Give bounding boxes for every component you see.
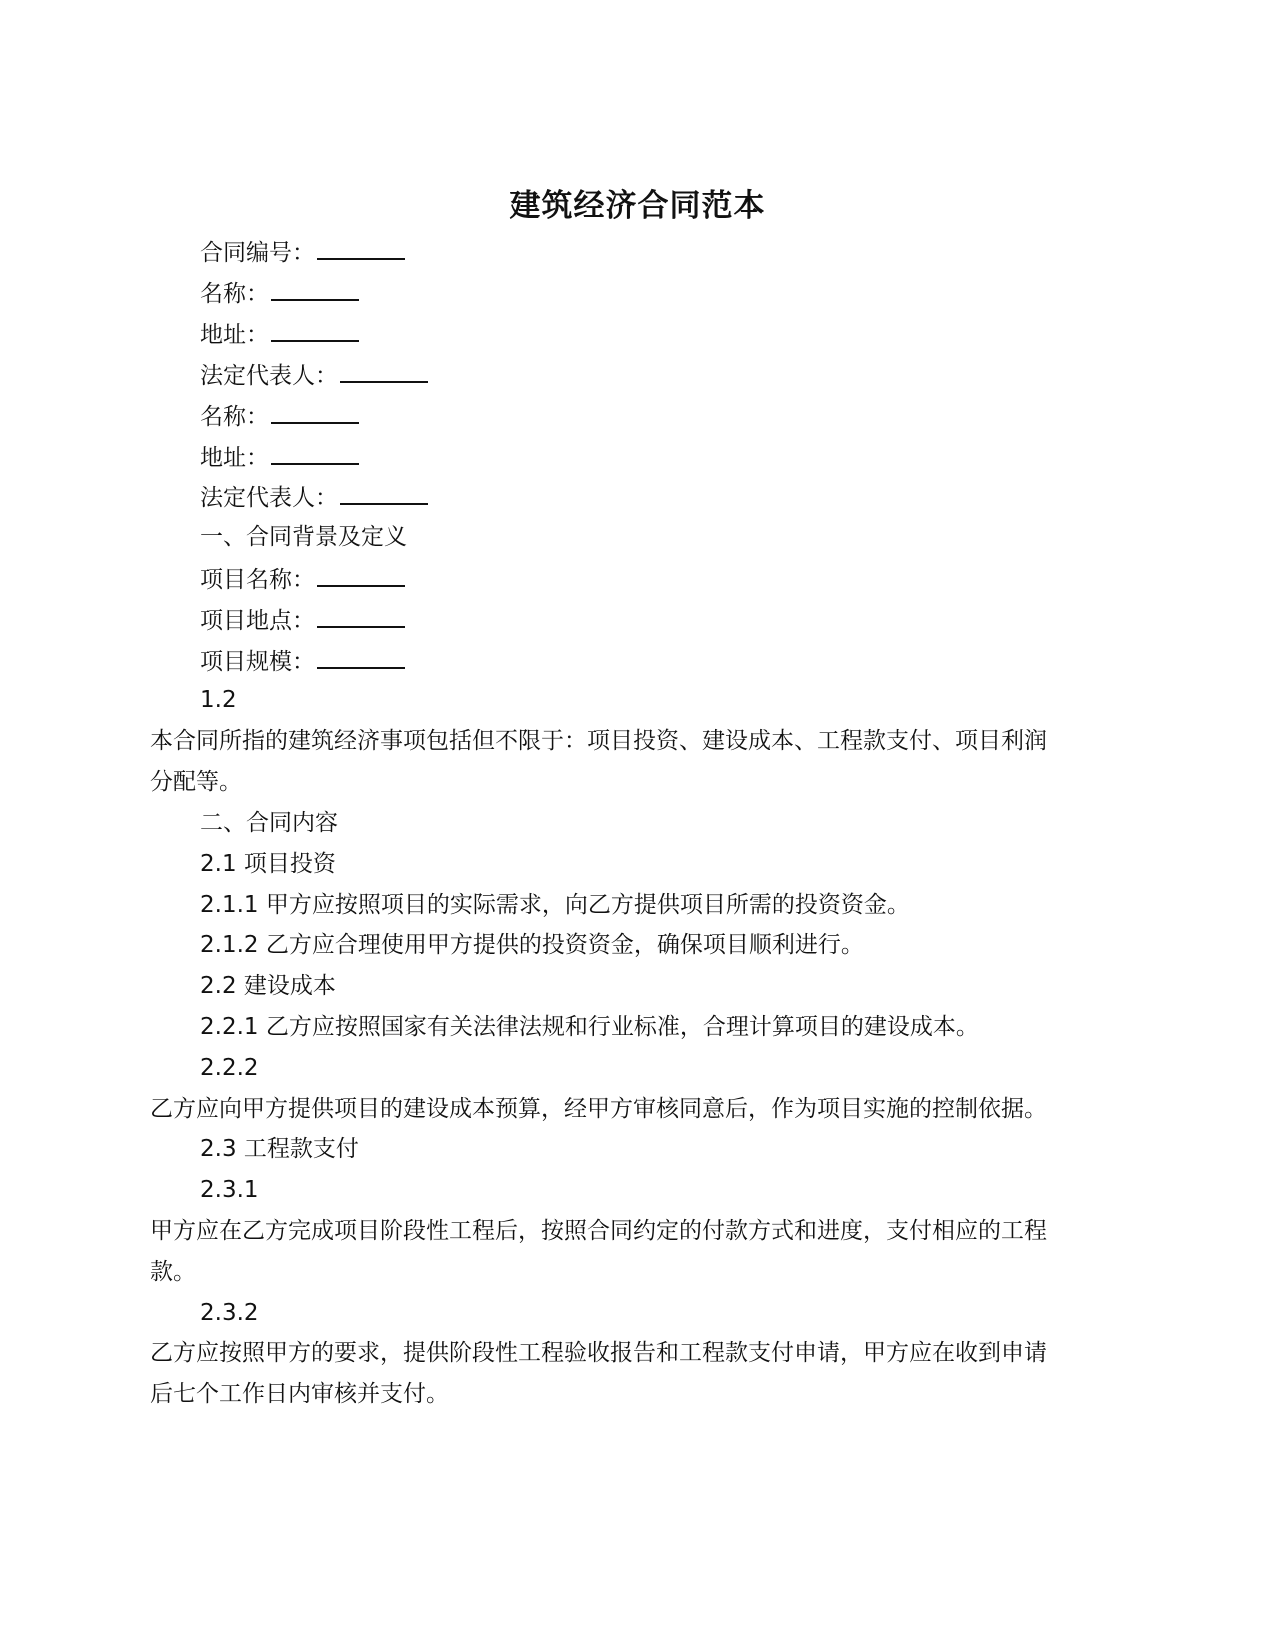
clause-2-3-1-text-line-2: 款。 — [150, 1259, 196, 1285]
blank-line — [317, 236, 405, 260]
blank-line — [317, 563, 405, 587]
field-project-scale — [200, 645, 405, 677]
field-party-a-address — [200, 318, 359, 350]
clause-2-3: 2.3 工程款支付 — [200, 1136, 359, 1162]
field-label: 项目规模： — [200, 649, 315, 675]
clause-2-3-2-text-line-1: 乙方应按照甲方的要求，提供阶段性工程验收报告和工程款支付申请，甲方应在收到申请 — [150, 1340, 1047, 1366]
clause-2-3-1-text-line-1: 甲方应在乙方完成项目阶段性工程后，按照合同约定的付款方式和进度，支付相应的工程 — [150, 1218, 1047, 1244]
blank-line — [340, 481, 428, 505]
field-label: 法定代表人： — [200, 363, 338, 389]
blank-line — [340, 359, 428, 383]
blank-line — [317, 604, 405, 628]
field-party-a-rep — [200, 359, 428, 391]
clause-1-2-text-line-1: 本合同所指的建筑经济事项包括但不限于：项目投资、建设成本、工程款支付、项目利润 — [150, 728, 1047, 754]
blank-line — [271, 318, 359, 342]
field-project-location — [200, 604, 405, 636]
blank-line — [271, 441, 359, 465]
clause-2-2-2-text: 乙方应向甲方提供项目的建设成本预算，经甲方审核同意后，作为项目实施的控制依据。 — [150, 1096, 1047, 1122]
clause-2-3-2-text-line-2: 后七个工作日内审核并支付。 — [150, 1381, 449, 1407]
clause-2-1: 2.1 项目投资 — [200, 851, 336, 877]
field-label: 名称： — [200, 281, 269, 307]
field-label: 合同编号： — [200, 240, 315, 266]
field-label: 法定代表人： — [200, 485, 338, 511]
clause-2-3-2-number: 2.3.2 — [200, 1300, 259, 1326]
section-1-heading: 一、合同背景及定义 — [200, 524, 407, 550]
clause-2-1-2: 2.1.2 乙方应合理使用甲方提供的投资资金，确保项目顺利进行。 — [200, 932, 864, 958]
field-label: 地址： — [200, 445, 269, 471]
field-party-b-address — [200, 441, 359, 473]
field-label: 项目名称： — [200, 567, 315, 593]
clause-2-2-2-number: 2.2.2 — [200, 1055, 259, 1081]
clause-1-2-number: 1.2 — [200, 687, 237, 713]
blank-line — [271, 400, 359, 424]
clause-1-2-text-line-2: 分配等。 — [150, 769, 242, 795]
field-party-b-name — [200, 400, 359, 432]
field-party-b-rep — [200, 481, 428, 513]
field-party-a-name — [200, 277, 359, 309]
field-contract-no — [200, 236, 405, 268]
document-title: 建筑经济合同范本 — [509, 188, 766, 224]
field-label: 地址： — [200, 322, 269, 348]
clause-2-2: 2.2 建设成本 — [200, 973, 336, 999]
field-label: 项目地点： — [200, 608, 315, 634]
field-label: 名称： — [200, 404, 269, 430]
blank-line — [317, 645, 405, 669]
blank-line — [271, 277, 359, 301]
clause-2-3-1-number: 2.3.1 — [200, 1177, 259, 1203]
clause-2-2-1: 2.2.1 乙方应按照国家有关法律法规和行业标准，合理计算项目的建设成本。 — [200, 1014, 979, 1040]
clause-2-1-1: 2.1.1 甲方应按照项目的实际需求，向乙方提供项目所需的投资资金。 — [200, 892, 910, 918]
section-2-heading: 二、合同内容 — [200, 810, 338, 836]
field-project-name — [200, 563, 405, 595]
